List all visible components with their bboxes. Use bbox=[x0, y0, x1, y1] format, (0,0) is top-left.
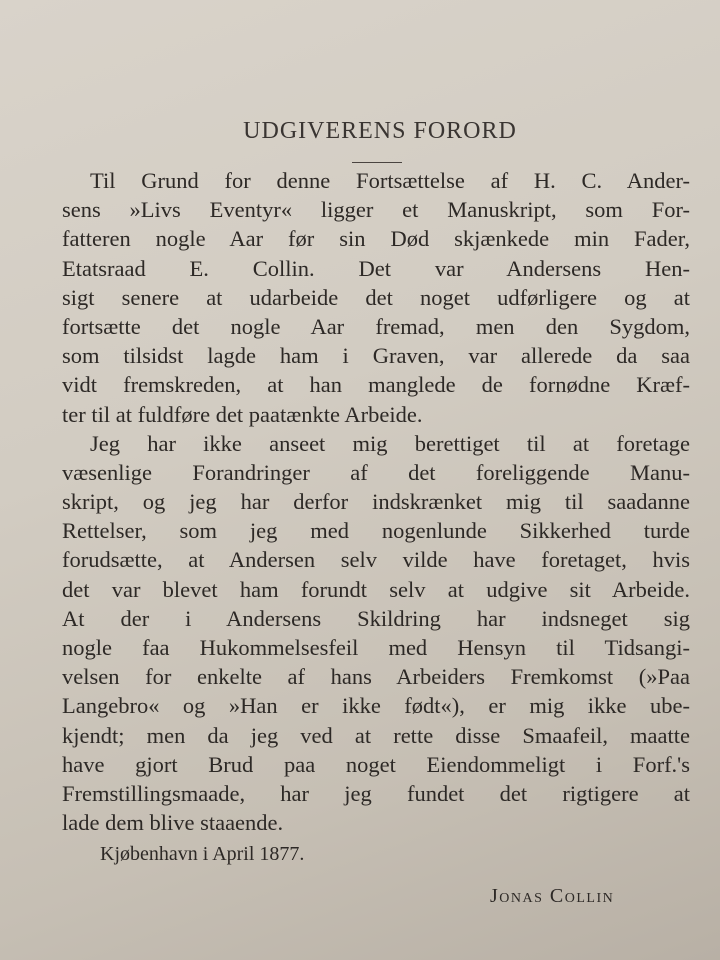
text-line: Til Grund for denne Fortsættelse af H. C. Ander- bbox=[90, 168, 690, 193]
text-line: Jeg har ikke anseet mig berettiget til at foretage bbox=[90, 430, 690, 456]
title-rule bbox=[352, 162, 402, 163]
text-line: fortsætte det nogle Aar fremad, men den Sygdom, bbox=[62, 313, 690, 339]
text-line: Fremstillingsmaade, har jeg fundet det rigtigere at bbox=[62, 780, 690, 806]
text-line: have gjort Brud paa noget Eiendommeligt i Forf.'s bbox=[62, 751, 690, 777]
text-line: kjendt; men da jeg ved at rette disse Smaafeil, maatte bbox=[62, 722, 690, 748]
text-line: sens »Livs Eventyr« ligger et Manuskript, som For- bbox=[62, 197, 690, 223]
page-title: UDGIVERENS FORORD bbox=[243, 118, 517, 144]
text-line: Langebro« og »Han er ikke født«), er mig ikke ube- bbox=[62, 693, 690, 719]
text-line: ter til at fuldføre det paatænkte Arbeide. bbox=[62, 401, 423, 427]
text-line: forudsætte, at Andersen selv vilde have foretaget, hvis bbox=[62, 547, 690, 573]
text-line: vidt fremskreden, at han manglede de fornødne Kræf- bbox=[62, 372, 690, 398]
paragraph-2 bbox=[62, 429, 690, 838]
text-line: sigt senere at udarbeide det noget udførligere og at bbox=[62, 284, 690, 310]
text-line: Etatsraad E. Collin. Det var Andersens Hen- bbox=[62, 255, 690, 281]
text-line: Rettelser, som jeg med nogenlunde Sikkerhed turde bbox=[62, 518, 690, 544]
text-line: det var blevet ham forundt selv at udgive sit Arbeide. bbox=[62, 576, 690, 602]
text-line: lade dem blive staaende. bbox=[62, 810, 284, 836]
text-line: som tilsidst lagde ham i Graven, var allerede da saa bbox=[62, 343, 690, 369]
text-line: nogle faa Hukommelsesfeil med Hensyn til Tidsangi- bbox=[62, 635, 690, 660]
text-line: fatteren nogle Aar før sin Død skjænkede min Fader, bbox=[62, 226, 690, 252]
signature: Jonas Collin bbox=[490, 885, 615, 907]
text-line: velsen for enkelte af hans Arbeiders Fremkomst (»Paa bbox=[62, 664, 690, 690]
preface-body bbox=[62, 166, 690, 837]
text-line: At der i Andersens Skildring har indsneget sig bbox=[62, 605, 690, 631]
place-date: Kjøbenhavn i April 1877. bbox=[100, 843, 305, 865]
paragraph-1 bbox=[62, 166, 690, 429]
text-line: væsenlige Forandringer af det foreliggende Manu- bbox=[62, 459, 690, 485]
text-line: skript, og jeg har derfor indskrænket mig til saadanne bbox=[62, 489, 690, 515]
